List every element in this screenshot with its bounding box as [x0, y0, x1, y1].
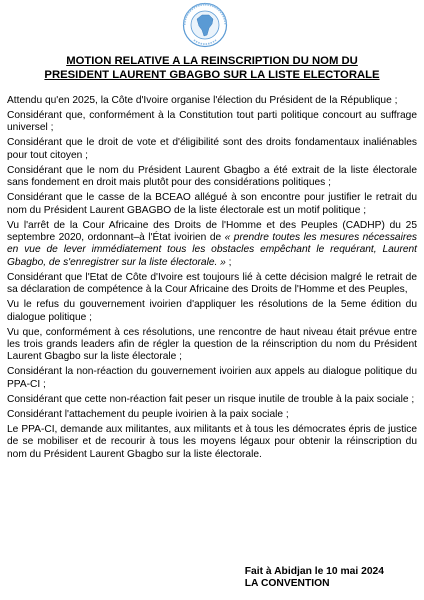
paragraph-10: Considérant la non-réaction du gouvernement ivoirien aux appels au dialogue politique du PPA-CI ; [7, 366, 417, 390]
ppa-ci-logo-icon [182, 2, 228, 48]
signature-block [245, 566, 384, 591]
paragraph-6-end: ; [225, 256, 232, 268]
title-line-2: PRESIDENT LAURENT GBAGBO SUR LA LISTE ELECTORALE [44, 69, 380, 81]
paragraph-7: Considérant que l'Etat de Côte d'Ivoire est toujours lié à cette décision malgré le retrait de sa déclaration de compétence à la Cour Africaine des Droits de l'Homme et des Peuples, [7, 271, 417, 296]
paragraph-1: Attendu qu'en 2025, la Côte d'Ivoire organise l'élection du Président de la République ; [7, 95, 398, 106]
place-date: Fait à Abidjan le 10 mai 2024 [244, 566, 384, 577]
paragraph-6-intro: Vu l'arrêt de la Cour Africaine des Droits de l'Homme et des Peuples (CADHP) du 25 septembre 2020, ordonnant–à l'État ivoirien de [7, 219, 417, 244]
paragraph-5: Considérant que le casse de la BCEAO allégué à son encontre pour justifier le retrait du nom du Président Laurent GBAGBO de la liste électorale est un motif politique ; [7, 192, 417, 216]
signatory: LA CONVENTION [244, 578, 330, 590]
title-line-1: MOTION RELATIVE A LA REINSCRIPTION DU NOM DU [66, 55, 358, 67]
paragraph-9: Vu que, conformément à ces résolutions, une rencontre de haut niveau était prévue entre les trois grands leaders afin de régler la question de la réinscription du nom du Président Laurent Gbagbo sur la liste électorale ; [7, 326, 417, 363]
motion-body [7, 95, 417, 464]
paragraph-2: Considérant que, conformément à la Constitution tout parti politique concourt au suffrage universel ; [7, 110, 417, 134]
paragraph-4: Considérant que le nom du Président Laurent Gbagbo a été extrait de la liste électorale sans fondement en droit mais plutôt pour des considérations politiques ; [7, 164, 417, 189]
paragraph-8: Vu le refus du gouvernement ivoirien d'appliquer les résolutions de la 5eme édition du dialogue politique ; [7, 299, 417, 323]
party-logo [182, 2, 228, 48]
paragraph-11: Considérant que cette non-réaction fait peser un risque inutile de trouble à la paix sociale ; [7, 393, 415, 405]
paragraph-12: Considérant l'attachement du peuple ivoirien à la paix sociale ; [7, 408, 289, 420]
paragraph-6-quote: « prendre toutes les mesures nécessaires en vue de lever immédiatement tous les obstacles empêchant le requérant, Laurent Gbagbo, de s'enregistrer sur la liste électorale. » [7, 232, 417, 268]
paragraph-6 [7, 220, 417, 270]
paragraph-3: Considérant que le droit de vote et d'éligibilité sont des droits fondamentaux inaliénables pour tout citoyen ; [7, 137, 417, 161]
motion-title [20, 54, 404, 82]
paragraph-13: Le PPA-CI, demande aux militantes, aux militants et à tous les démocrates épris de justice de se mobiliser et de recourir à tous les moyens légaux pour obtenir la réinscription du nom du Président Laurent Gbagbo sur la liste électorale. [7, 423, 417, 460]
